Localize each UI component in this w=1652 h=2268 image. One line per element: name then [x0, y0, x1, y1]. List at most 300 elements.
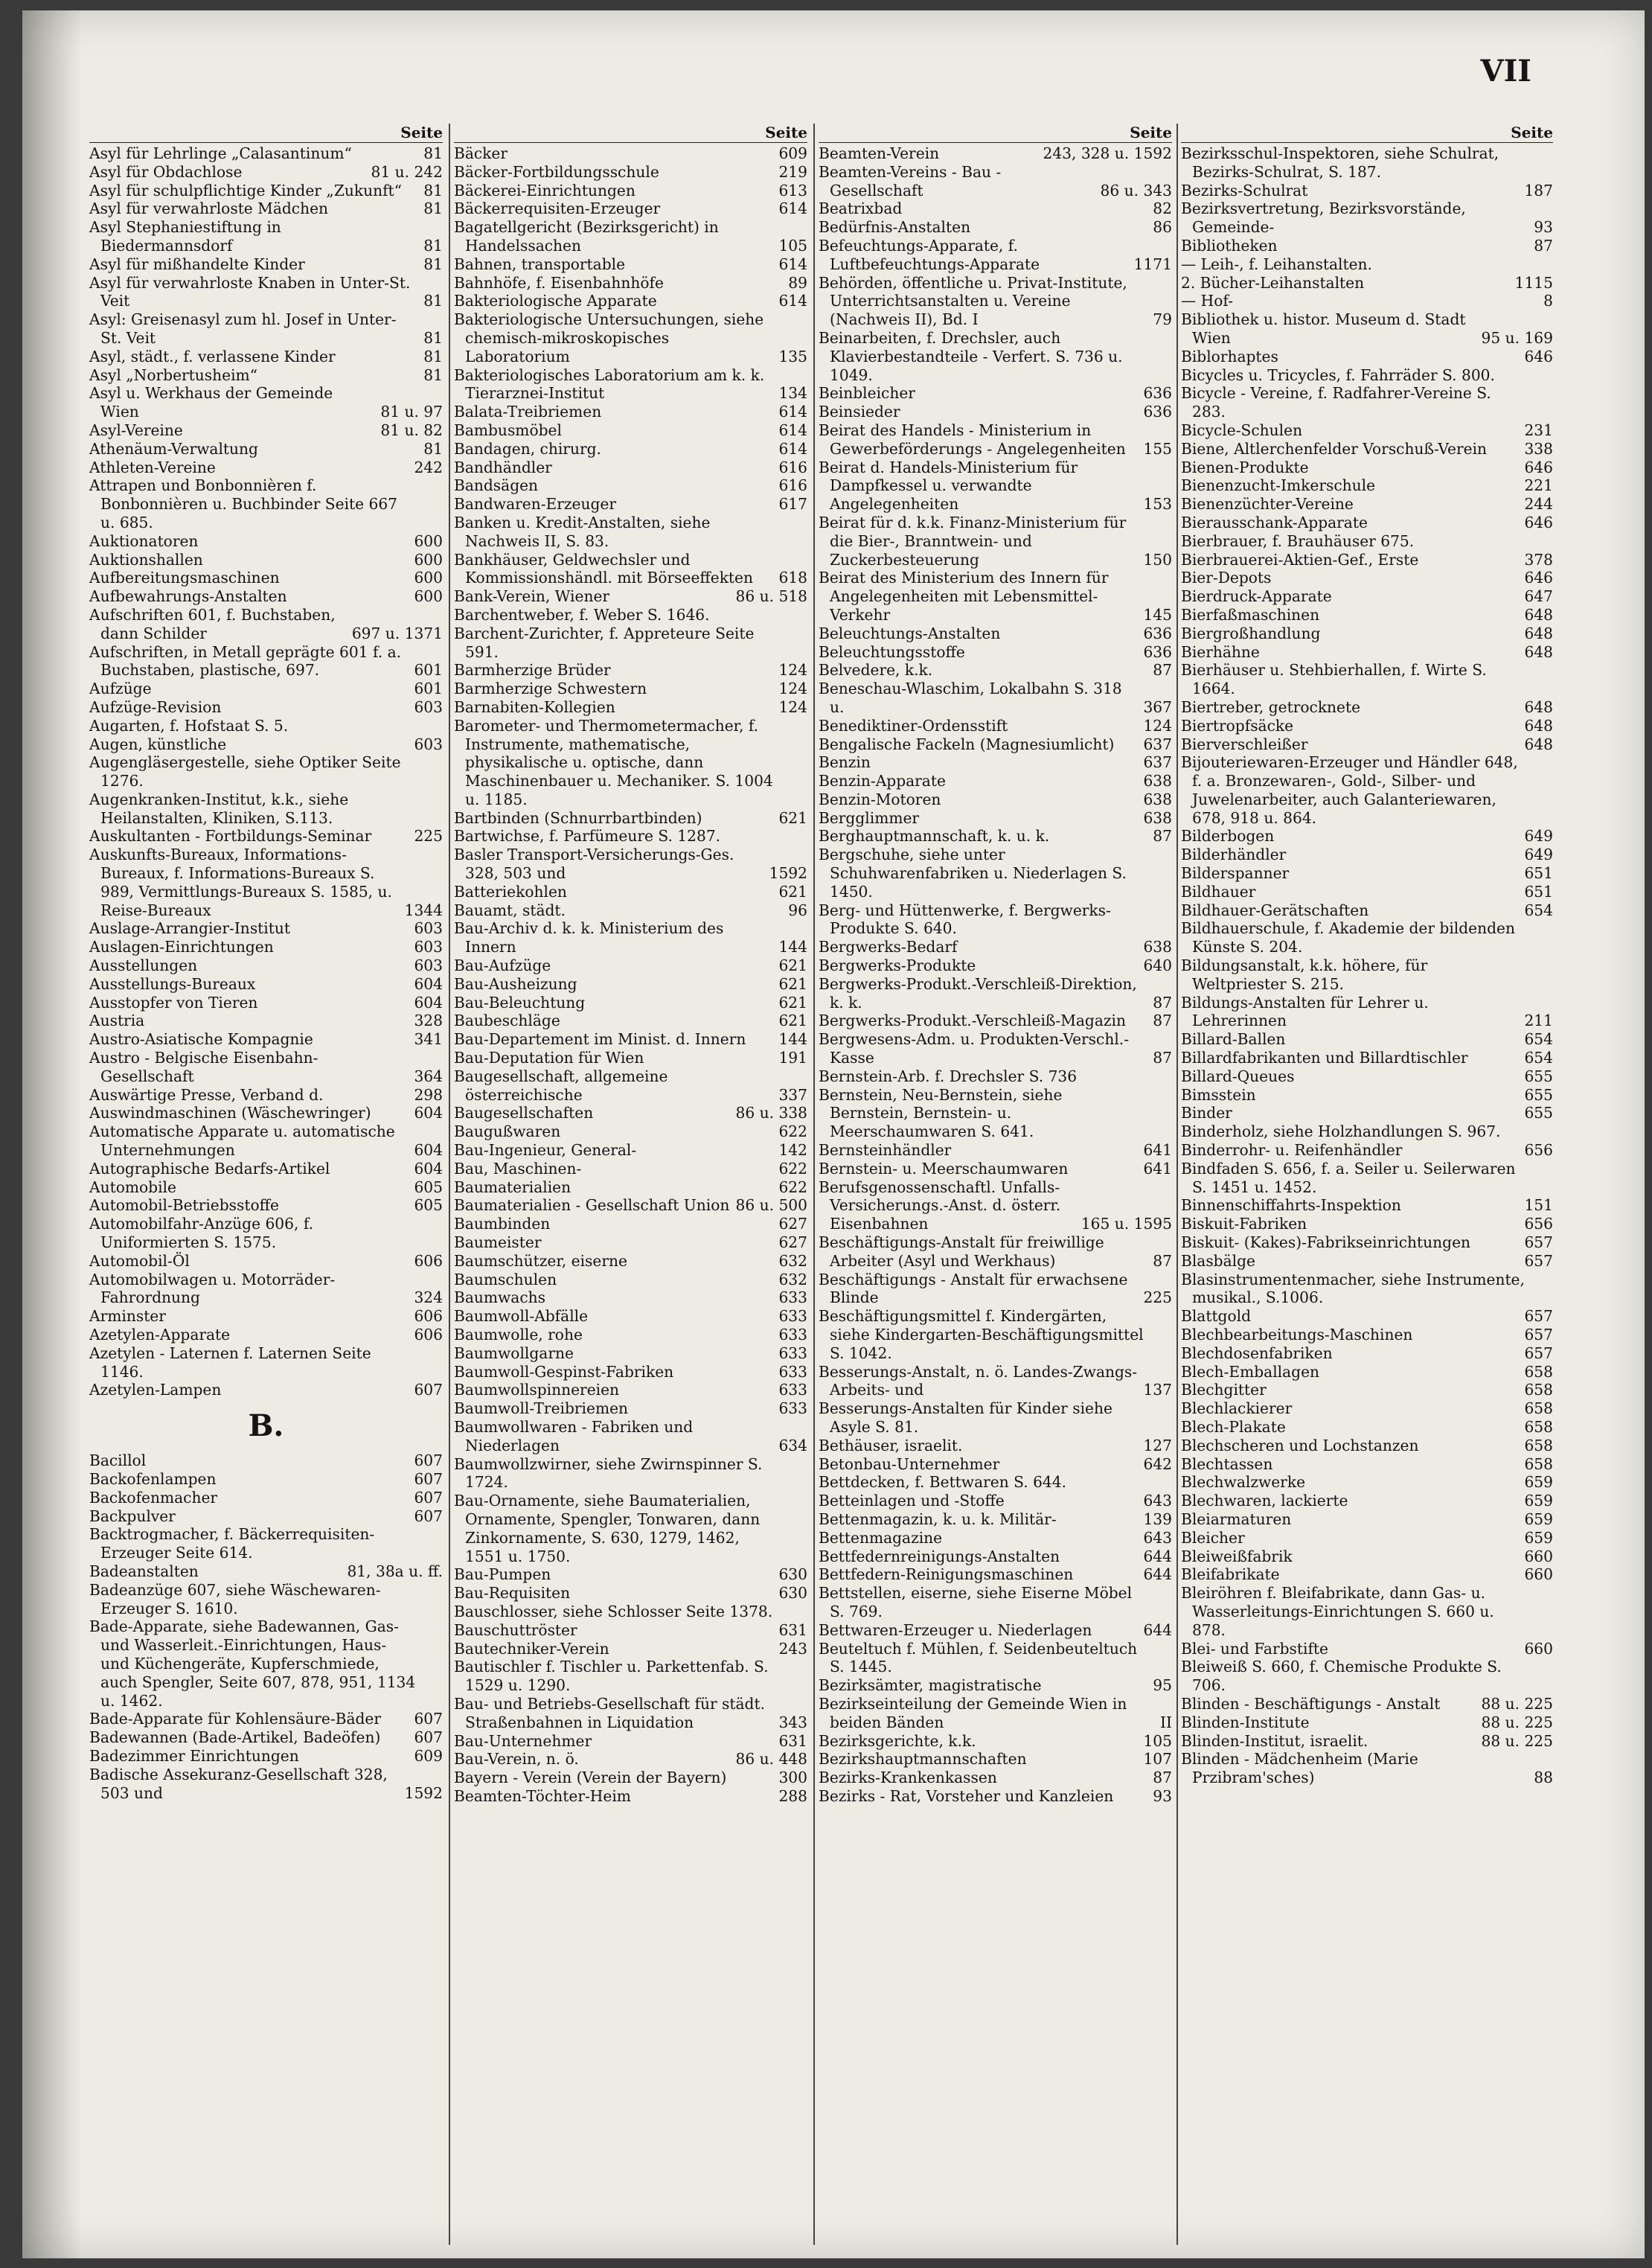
index-entry [819, 144, 1172, 163]
entry-page-ref: 338 [1524, 439, 1553, 458]
index-entry [1181, 1547, 1553, 1566]
entry-term: Bankhäuser, Geldwechsler und Kommissionshändl. mit Börseeffekten [454, 550, 753, 587]
index-entry [454, 310, 807, 365]
entry-page-ref: 614 [778, 403, 807, 421]
index-entry [1181, 551, 1553, 569]
entry-term: Baumwoll-Gespinst-Fabriken [454, 1362, 674, 1381]
entry-page-ref: 655 [1524, 1067, 1553, 1085]
entry-page-ref: 378 [1524, 550, 1553, 569]
entry-term: Blinden - Beschäftigungs - Anstalt [1181, 1694, 1441, 1713]
entry-page-ref: 631 [778, 1620, 807, 1639]
entry-page-ref: 191 [778, 1049, 807, 1067]
entry-term: Bildhauer [1181, 882, 1256, 901]
column-divider [449, 124, 450, 2245]
index-entry [819, 753, 1172, 772]
entry-term: Bildhauerschule, f. Akademie der bildenden Künste S. 204. [1181, 919, 1515, 956]
index-entry [454, 421, 807, 440]
index-entry [1181, 587, 1553, 606]
entry-term: Bicycle-Schulen [1181, 421, 1303, 439]
index-entry [89, 182, 443, 200]
entry-term: Bettenmagazine [819, 1528, 943, 1547]
scanned-page [22, 10, 1645, 2258]
entry-page-ref: 165 u. 1595 [1080, 1215, 1172, 1233]
entry-term: Baugußwaren [454, 1122, 561, 1141]
entry-page-ref: 646 [1524, 458, 1553, 476]
entry-page-ref: 124 [1143, 716, 1172, 735]
entry-term: Billardfabrikanten und Billardtischler [1181, 1049, 1468, 1067]
entry-term: Berghauptmannschaft, k. u. k. [819, 827, 1050, 846]
entry-term: Barmherzige Brüder [454, 661, 611, 680]
entry-term: Badische Assekuranz-Gesellschaft 328, 503 und [89, 1765, 388, 1802]
entry-page-ref: 621 [778, 1012, 807, 1030]
entry-term: Bautischler f. Tischler u. Parkettenfab. S. 1529 u. 1290. [454, 1658, 769, 1695]
entry-page-ref: 324 [414, 1288, 443, 1307]
index-entry [819, 1492, 1172, 1510]
index-entry [1181, 1713, 1553, 1732]
index-entry [819, 1547, 1172, 1566]
entry-term: Auskunfts-Bureaux, Informations-Bureaux, f. Informations-Bureaux S. 989, Vermittlungs-Bureaux S. 1585, u. Reise-Bureaux [89, 846, 392, 919]
index-entry [819, 827, 1172, 846]
entry-term: Bergwerks-Produkt.-Verschleiß-Direktion, k. k. [819, 974, 1137, 1012]
entry-term: Benediktiner-Ordensstift [819, 716, 1008, 735]
entry-term: Bierdruck-Apparate [1181, 587, 1332, 606]
entry-term: Baumwolle, rohe [454, 1326, 583, 1344]
index-entry [1181, 366, 1553, 385]
index-entry [1181, 532, 1553, 551]
index-entry [1181, 1584, 1553, 1639]
entry-page-ref: 621 [778, 808, 807, 827]
entry-term: Binderholz, siehe Holzhandlungen S. 967. [1181, 1122, 1501, 1141]
index-entry [819, 1621, 1172, 1640]
entry-page-ref: 648 [1524, 605, 1553, 624]
entry-page-ref: 605 [414, 1178, 443, 1196]
entry-page-ref: 606 [414, 1326, 443, 1344]
entry-term: Billard-Ballen [1181, 1030, 1286, 1049]
index-entry [454, 1732, 807, 1751]
entry-page-ref: 96 [788, 901, 807, 919]
entry-term: Besserungs-Anstalt, n. ö. Landes-Zwangs-Arbeits- und [819, 1362, 1138, 1399]
entry-page-ref: 630 [778, 1584, 807, 1603]
entry-term: Asyl für Obdachlose [89, 162, 243, 181]
index-entry [89, 1710, 443, 1728]
entry-page-ref: 124 [778, 680, 807, 698]
entry-term: Aufzüge-Revision [89, 697, 222, 716]
index-entry [819, 459, 1172, 514]
entry-page-ref: 603 [414, 956, 443, 975]
index-entry [89, 1525, 443, 1562]
entry-page-ref: 87 [1153, 661, 1172, 680]
entry-term: Bauamt, städt. [454, 901, 566, 919]
entry-term: Befeuchtungs-Apparate, f. Luftbefeuchtungs-Apparate [819, 236, 1040, 273]
index-entry [454, 1492, 807, 1565]
entry-page-ref: 651 [1524, 864, 1553, 883]
index-entry [454, 292, 807, 310]
index-entry [819, 384, 1172, 403]
index-entry [819, 938, 1172, 956]
entry-page-ref: 87 [1153, 993, 1172, 1012]
entry-term: Baumwoll-Abfälle [454, 1307, 589, 1326]
entry-page-ref: 637 [1143, 753, 1172, 772]
index-entry [454, 1233, 807, 1252]
entry-term: Bau-Ausheizung [454, 974, 577, 993]
index-entry [819, 975, 1172, 1012]
index-entry [454, 1344, 807, 1363]
index-entry [1181, 1640, 1553, 1658]
section-letter-b: B. [248, 1408, 284, 1444]
entry-term: Bierausschank-Apparate [1181, 513, 1368, 531]
entry-term: Bibliothek u. histor. Museum d. Stadt Wien [1181, 310, 1466, 347]
entry-term: Benzin [819, 753, 871, 772]
entry-term: Bau-Ingenieur, General- [454, 1141, 637, 1160]
index-entry [819, 1271, 1172, 1308]
entry-page-ref: 607 [414, 1507, 443, 1525]
entry-term: Beamten-Verein [819, 144, 940, 162]
index-entry [1181, 421, 1553, 440]
entry-term: Azetylen-Lampen [89, 1381, 222, 1399]
index-entry [819, 1160, 1172, 1178]
entry-page-ref: 647 [1524, 587, 1553, 606]
entry-page-ref: 655 [1524, 1085, 1553, 1104]
index-entry [1181, 274, 1553, 293]
entry-term: Badeanzüge 607, siehe Wäschewaren-Erzeuger S. 1610. [89, 1580, 381, 1617]
index-entry [89, 274, 443, 311]
index-entry [1181, 864, 1553, 883]
entry-term: Bettdecken, f. Bettwaren S. 644. [819, 1473, 1067, 1492]
entry-term: Blechscheren und Lochstanzen [1181, 1436, 1419, 1454]
index-entry [89, 717, 443, 735]
index-entry [1181, 994, 1553, 1031]
entry-page-ref: 622 [778, 1159, 807, 1178]
entry-term: Bau- und Betriebs-Gesellschaft für städt. Straßenbahnen in Liquidation [454, 1694, 766, 1731]
entry-page-ref: 659 [1524, 1528, 1553, 1547]
entry-term: Bimsstein [1181, 1085, 1256, 1104]
column-divider [1176, 124, 1178, 2245]
entry-page-ref: 225 [414, 827, 443, 846]
entry-term: Beinbleicher [819, 384, 915, 403]
entry-term: Blasbälge [1181, 1251, 1255, 1270]
index-entry [454, 846, 807, 883]
entry-term: — Leih-, f. Leihanstalten. [1181, 255, 1372, 273]
index-entry [454, 1455, 807, 1492]
entry-page-ref: 654 [1524, 1030, 1553, 1049]
entry-page-ref: 87 [1153, 1251, 1172, 1270]
entry-page-ref: 613 [778, 181, 807, 199]
index-entry [89, 643, 443, 680]
index-entry [1181, 1363, 1553, 1381]
index-entry [89, 348, 443, 366]
index-entry [819, 1012, 1172, 1030]
index-entry [1181, 1732, 1553, 1751]
entry-page-ref: 604 [414, 1141, 443, 1160]
entry-page-ref: 1344 [404, 901, 443, 919]
entry-term: Aufschriften, in Metall geprägte 601 f. a. Buchstaben, plastische, 697. [89, 642, 402, 680]
index-entry [454, 1399, 807, 1418]
index-entry [454, 1104, 807, 1122]
entry-page-ref: 81 [423, 255, 443, 273]
entry-page-ref: 242 [414, 458, 443, 476]
entry-term: Baumwollwaren - Fabriken und Niederlagen [454, 1417, 694, 1454]
entry-term: Betteinlagen und -Stoffe [819, 1492, 1005, 1510]
index-entry [819, 1529, 1172, 1547]
index-entry [454, 1307, 807, 1326]
index-entry [89, 1326, 443, 1344]
index-entry [819, 661, 1172, 680]
entry-page-ref: 219 [778, 162, 807, 181]
entry-term: Beneschau-Wlaschim, Lokalbahn S. 318 u. [819, 680, 1122, 716]
index-entry [1181, 1049, 1553, 1067]
entry-page-ref: 657 [1524, 1344, 1553, 1362]
entry-page-ref: 657 [1524, 1233, 1553, 1252]
entry-term: Bau-Verein, n. ö. [454, 1750, 579, 1769]
index-entry [819, 1233, 1172, 1271]
entry-page-ref: 364 [414, 1067, 443, 1085]
entry-page-ref: 150 [1143, 550, 1172, 569]
index-entry [89, 1344, 443, 1381]
index-entry [89, 1489, 443, 1507]
index-entry [1181, 514, 1553, 532]
entry-term: Bacillol [89, 1451, 147, 1470]
entry-page-ref: 658 [1524, 1362, 1553, 1381]
entry-page-ref: 606 [414, 1307, 443, 1326]
entry-page-ref: 659 [1524, 1473, 1553, 1492]
index-column-4 [1181, 124, 1553, 1787]
entry-page-ref: 137 [1143, 1381, 1172, 1399]
entry-term: Beinsieder [819, 403, 900, 421]
entry-page-ref: 648 [1524, 735, 1553, 753]
entry-term: Bierbrauer, f. Brauhäuser 675. [1181, 531, 1415, 550]
entry-page-ref: 144 [778, 938, 807, 956]
index-entry [1181, 1307, 1553, 1326]
entry-term: Auslagen-Einrichtungen [89, 938, 274, 956]
entry-page-ref: 616 [778, 458, 807, 476]
entry-term: Bartbinden (Schnurrbartbinden) [454, 808, 702, 827]
index-entry [819, 625, 1172, 643]
entry-term: Bau-Beleuchtung [454, 993, 586, 1012]
index-entry [819, 1307, 1172, 1362]
entry-page-ref: 600 [414, 569, 443, 587]
index-entry [454, 994, 807, 1012]
entry-page-ref: 221 [1524, 476, 1553, 495]
index-entry [454, 717, 807, 809]
entry-term: Biene, Altlerchenfelder Vorschuß-Verein [1181, 439, 1488, 458]
entry-page-ref: 603 [414, 938, 443, 956]
entry-term: Behörden, öffentliche u. Privat-Institute, Unterrichtsanstalten u. Vereine (Nachweis II), Bd. I [819, 273, 1127, 329]
entry-page-ref: 697 u. 1371 [351, 624, 443, 642]
seite-header: Seite [1181, 124, 1553, 143]
index-entry [1181, 1510, 1553, 1529]
entry-term: Bernstein, Neu-Bernstein, siehe Bernstein, Bernstein- u. Meerschaumwaren S. 641. [819, 1085, 1063, 1141]
index-entry [454, 1363, 807, 1381]
index-entry [819, 1769, 1172, 1787]
entry-page-ref: 656 [1524, 1141, 1553, 1160]
page-number: VII [1480, 54, 1531, 89]
entry-term: Bergwesens-Adm. u. Produkten-Verschl.-Kasse [819, 1030, 1130, 1067]
entry-page-ref: 243, 328 u. 1592 [1043, 144, 1172, 162]
index-entry [454, 1640, 807, 1658]
entry-term: Augarten, f. Hofstaat S. 5. [89, 716, 289, 735]
entry-page-ref: 633 [778, 1362, 807, 1381]
index-entry [454, 1750, 807, 1769]
index-entry [454, 1769, 807, 1787]
entry-term: Bergglimmer [819, 808, 920, 827]
entry-page-ref: 606 [414, 1251, 443, 1270]
entry-term: Bakteriologisches Laboratorium am k. k. Tierarznei-Institut [454, 365, 765, 403]
entry-term: Auswindmaschinen (Wäschewringer) [89, 1104, 371, 1122]
entry-page-ref: 93 [1153, 1786, 1172, 1805]
index-entry [1181, 348, 1553, 366]
index-entry [89, 255, 443, 274]
entry-page-ref: 367 [1143, 697, 1172, 716]
entry-page-ref: 607 [414, 1488, 443, 1507]
entry-term: Bier-Depots [1181, 569, 1272, 587]
entry-term: Blechgitter [1181, 1381, 1267, 1399]
entry-term: Arminster [89, 1307, 166, 1326]
index-entry [1181, 440, 1553, 459]
entry-term: Bergwerks-Produkte [819, 956, 976, 975]
entry-term: Bienenzucht-Imkerschule [1181, 476, 1376, 495]
index-entry [89, 994, 443, 1012]
entry-term: Ausstellungs-Bureaux [89, 974, 256, 993]
entry-term: Binderrohr- u. Reifenhändler [1181, 1141, 1403, 1160]
index-entry [819, 1178, 1172, 1233]
entry-term: Bernsteinhändler [819, 1141, 952, 1160]
entry-term: Bau-Ornamente, siehe Baumaterialien, Ornamente, Spengler, Tonwaren, dann Zinkornamente, S. 630, 1279, 1462, 1551 u. 1750. [454, 1492, 761, 1565]
index-entry [89, 569, 443, 587]
index-entry [454, 1326, 807, 1344]
entry-term: Asyl: Greisenasyl zum hl. Josef in Unter-St. Veit [89, 310, 397, 347]
entry-page-ref: 145 [1143, 605, 1172, 624]
entry-page-ref: 124 [778, 661, 807, 680]
entry-page-ref: 81 [423, 144, 443, 162]
entry-term: Blinden-Institut, israelit. [1181, 1731, 1368, 1750]
entry-term: Blechdosenfabriken [1181, 1344, 1333, 1362]
index-entry [1181, 1529, 1553, 1547]
entry-term: Baumwollspinnereien [454, 1381, 620, 1399]
entry-term: Athleten-Vereine [89, 458, 216, 476]
index-entry [819, 1473, 1172, 1492]
entry-term: Bade-Apparate, siehe Badewannen, Gas- und Wasserleit.-Einrichtungen, Haus- und Küchengeräte, Kupferschmiede, auch Spengler, Seite 607, 878, 951, 1134 u. 1462. [89, 1617, 416, 1710]
entry-page-ref: 632 [778, 1270, 807, 1288]
entry-page-ref: 81 u. 82 [380, 421, 443, 439]
entry-term: Barnabiten-Kollegien [454, 697, 615, 716]
entry-term: Baumwoll-Treibriemen [454, 1399, 629, 1418]
index-entry [454, 1381, 807, 1399]
index-entry [454, 1141, 807, 1160]
index-entry [819, 680, 1172, 717]
entry-page-ref: 604 [414, 974, 443, 993]
entry-term: — Hof- [1181, 292, 1233, 310]
entry-term: Auskultanten - Fortbildungs-Seminar [89, 827, 372, 846]
entry-page-ref: 617 [778, 495, 807, 514]
index-entry [89, 384, 443, 421]
entry-term: Bagatellgericht (Bezirksgericht) in Handelssachen [454, 218, 719, 255]
index-entry [1181, 661, 1553, 698]
entry-page-ref: 607 [414, 1469, 443, 1488]
entry-page-ref: 604 [414, 1104, 443, 1122]
entry-page-ref: 81 [423, 181, 443, 199]
column-divider [813, 124, 815, 2245]
index-column-2 [454, 124, 807, 1806]
entry-page-ref: 288 [778, 1786, 807, 1805]
entry-term: Bettstellen, eiserne, siehe Eiserne Möbel S. 769. [819, 1584, 1133, 1620]
index-entry [454, 1012, 807, 1030]
index-entry [819, 772, 1172, 790]
index-entry [1181, 1233, 1553, 1252]
entry-term: Baumwachs [454, 1288, 545, 1307]
entry-page-ref: 88 [1534, 1769, 1553, 1787]
entry-term: Baumschulen [454, 1270, 557, 1288]
entry-page-ref: 648 [1524, 716, 1553, 735]
index-entry [1181, 495, 1553, 514]
index-entry [1181, 384, 1553, 421]
entry-term: Bierverschleißer [1181, 735, 1308, 753]
index-entry [1181, 1437, 1553, 1455]
entry-page-ref: 604 [414, 993, 443, 1012]
entry-page-ref: 631 [778, 1731, 807, 1750]
entry-page-ref: 637 [1143, 735, 1172, 753]
entry-page-ref: 657 [1524, 1251, 1553, 1270]
entry-page-ref: 642 [1143, 1454, 1172, 1473]
index-entry [454, 698, 807, 717]
index-entry [819, 717, 1172, 735]
index-entry [819, 1676, 1172, 1695]
entry-term: Blinden-Institute [1181, 1713, 1310, 1731]
index-entry [819, 1141, 1172, 1160]
entry-term: Aufschriften 601, f. Buchstaben, dann Schilder [89, 605, 336, 642]
entry-page-ref: 643 [1143, 1528, 1172, 1547]
entry-term: Bleicher [1181, 1528, 1245, 1547]
index-entry [454, 1603, 807, 1621]
index-entry [819, 1437, 1172, 1455]
index-entry [89, 310, 443, 348]
entry-page-ref: 86 u. 343 [1100, 181, 1172, 199]
entry-term: Bezirksämter, magistratische [819, 1676, 1042, 1695]
entry-page-ref: 621 [778, 993, 807, 1012]
entry-term: Bienenzüchter-Vereine [1181, 495, 1354, 514]
entry-term: Augengläsergestelle, siehe Optiker Seite 1276. [89, 753, 401, 790]
entry-term: Bau-Pumpen [454, 1565, 551, 1584]
entry-page-ref: 124 [778, 697, 807, 716]
entry-term: Asyl für schulpflichtige Kinder „Zukunft“ [89, 181, 402, 199]
index-entry [89, 956, 443, 975]
entry-page-ref: 88 u. 225 [1481, 1713, 1553, 1731]
index-entry [89, 532, 443, 551]
index-entry [454, 827, 807, 846]
entry-term: Bilderspanner [1181, 864, 1290, 883]
entry-page-ref: 600 [414, 550, 443, 569]
entry-term: Bezirkshauptmannschaften [819, 1750, 1027, 1769]
seite-header: Seite [89, 124, 443, 143]
entry-page-ref: 641 [1143, 1159, 1172, 1178]
index-entry [819, 1584, 1172, 1621]
entry-term: Bau-Archiv d. k. k. Ministerium des Innern [454, 919, 724, 956]
entry-term: Bandhändler [454, 458, 552, 476]
entry-page-ref: 658 [1524, 1436, 1553, 1454]
entry-term: Baugesellschaften [454, 1104, 594, 1122]
entry-page-ref: 300 [778, 1769, 807, 1787]
entry-page-ref: 607 [414, 1381, 443, 1399]
entry-term: Bau-Deputation für Wien [454, 1049, 644, 1067]
entry-term: Automatische Apparate u. automatische Unternehmungen [89, 1122, 395, 1160]
entry-page-ref: 93 [1534, 218, 1553, 237]
entry-term: Bettenmagazin, k. u. k. Militär- [819, 1510, 1057, 1528]
index-entry [1181, 199, 1553, 237]
index-entry [1181, 1252, 1553, 1271]
entry-page-ref: 607 [414, 1451, 443, 1470]
entry-page-ref: 660 [1524, 1639, 1553, 1658]
entry-term: Bernstein-Arb. f. Drechsler S. 736 [819, 1067, 1078, 1085]
entry-term: Bau-Unternehmer [454, 1731, 592, 1750]
